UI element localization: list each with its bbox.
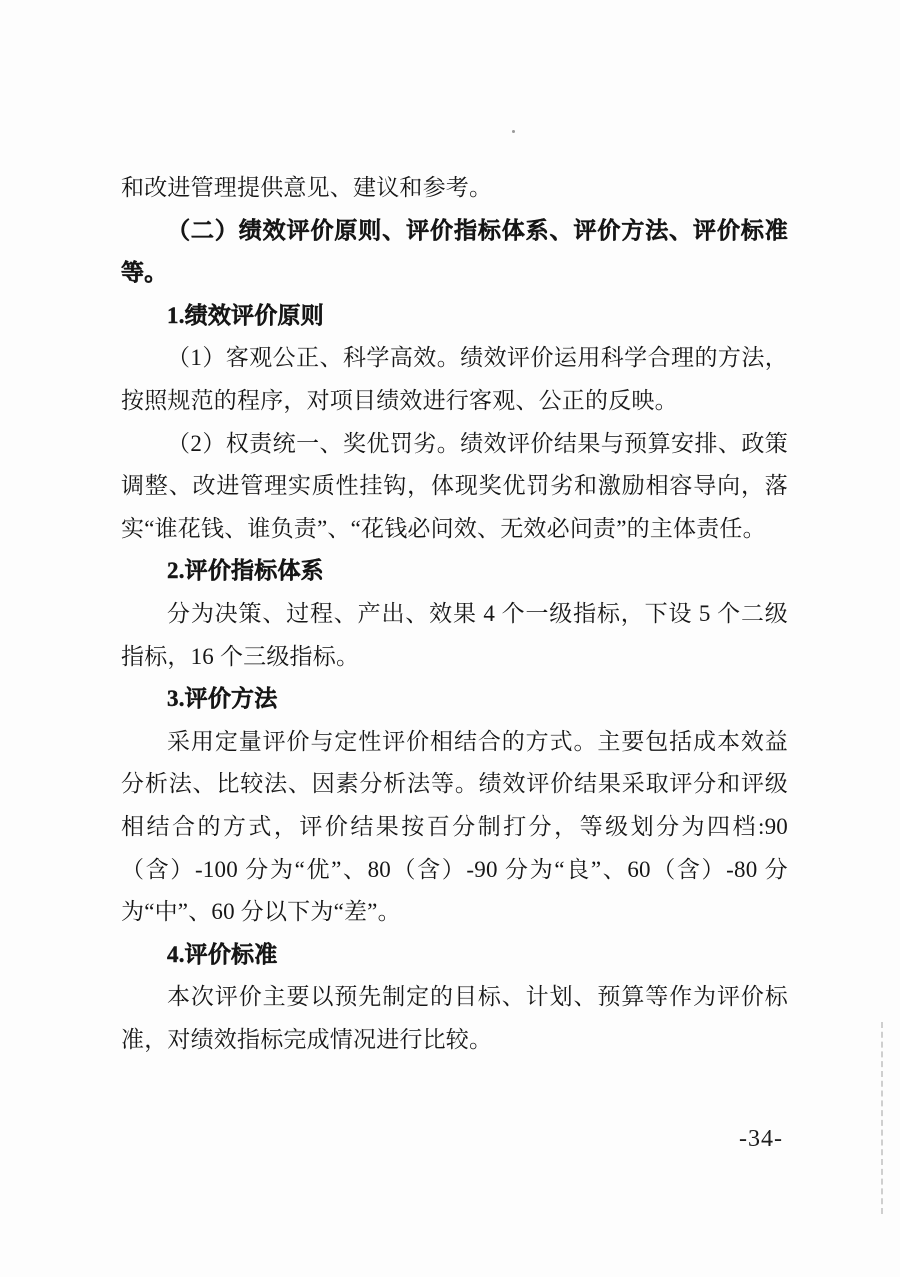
section-heading-2: （二）绩效评价原则、评价指标体系、评价方法、评价标准等。 bbox=[121, 217, 788, 286]
subsection-heading-2: 2.评价指标体系 bbox=[167, 558, 324, 584]
body-paragraph-principle-1: （1）客观公正、科学高效。绩效评价运用科学合理的方法，按照规范的程序，对项目绩效进行客观、公正的反映。 bbox=[121, 345, 788, 413]
body-paragraph-principle-2: （2）权责统一、奖优罚劣。绩效评价结果与预算安排、政策调整、改进管理实质性挂钩，体现奖优罚劣和激励相容导向，落实“谁花钱、谁负责”、“花钱必问效、无效必问责”的主体责任。 bbox=[121, 430, 788, 541]
subsection-heading-1: 1.绩效评价原则 bbox=[167, 302, 324, 328]
continuation-paragraph: 和改进管理提供意见、建议和参考。 bbox=[121, 175, 493, 200]
subsection-heading-3: 3.评价方法 bbox=[167, 686, 278, 712]
scan-artifact-dot bbox=[512, 130, 515, 133]
scan-artifact-line bbox=[881, 1022, 883, 1214]
body-paragraph-method: 采用定量评价与定性评价相结合的方式。主要包括成本效益分析法、比较法、因素分析法等。绩效评价结果采取评分和评级相结合的方式，评价结果按百分制打分，等级划分为四档:90（含）-100 分为“优”、80（含）-90 分为“良”、60（含）-80 分为“中”、60 分以下为“差”。 bbox=[121, 728, 788, 925]
page-number: -34- bbox=[739, 1126, 783, 1152]
document-body bbox=[121, 167, 788, 1061]
subsection-heading-4: 4.评价标准 bbox=[167, 941, 278, 967]
body-paragraph-standard: 本次评价主要以预先制定的目标、计划、预算等作为评价标准，对绩效指标完成情况进行比较。 bbox=[121, 984, 788, 1052]
body-paragraph-indicator-system: 分为决策、过程、产出、效果 4 个一级指标，下设 5 个二级指标，16 个三级指标。 bbox=[121, 600, 788, 669]
